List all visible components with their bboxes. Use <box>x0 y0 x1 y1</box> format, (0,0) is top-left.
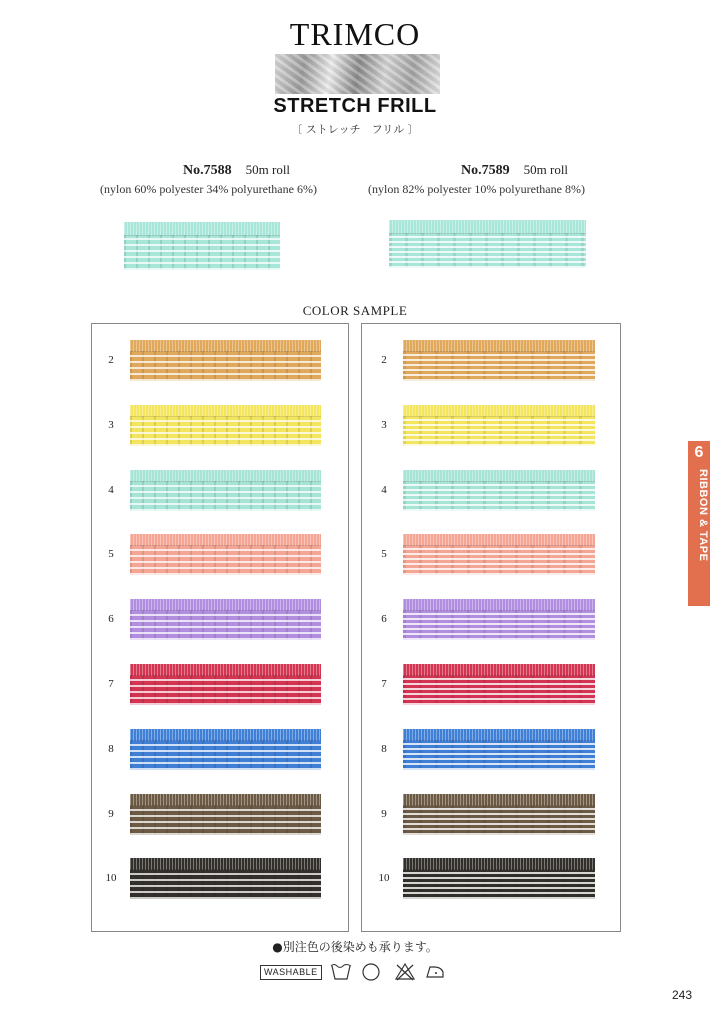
product-swatch-7589 <box>389 220 586 268</box>
product-number: No.7588 <box>183 163 232 178</box>
banner-image <box>275 54 440 94</box>
color-number: 10 <box>105 872 117 884</box>
product-7589-title <box>461 162 568 179</box>
color-number: 5 <box>381 548 387 560</box>
color-swatch <box>403 858 595 899</box>
iron-icon <box>424 962 446 982</box>
color-number: 6 <box>381 613 387 625</box>
color-number: 2 <box>381 354 387 366</box>
color-swatch <box>130 664 321 705</box>
color-number: 5 <box>108 548 114 560</box>
color-number: 9 <box>381 808 387 820</box>
color-swatch <box>130 470 321 511</box>
color-swatch <box>130 534 321 575</box>
color-swatch <box>403 664 595 705</box>
color-swatch <box>403 794 595 835</box>
color-number: 10 <box>378 872 390 884</box>
dry-clean-icon <box>360 962 382 982</box>
tab-number: 6 <box>694 444 704 461</box>
color-swatch <box>130 729 321 770</box>
brand-logo: TRIMCO <box>289 16 421 52</box>
no-bleach-icon <box>394 962 416 982</box>
color-swatch <box>130 599 321 640</box>
color-number: 8 <box>381 743 387 755</box>
color-number: 8 <box>108 743 114 755</box>
section-tab <box>688 441 710 606</box>
product-name-jp: 〔 ストレッチ フリル 〕 <box>291 123 419 136</box>
color-number: 2 <box>108 354 114 366</box>
product-swatch-7588 <box>124 222 280 270</box>
product-roll: 50m roll <box>523 162 569 177</box>
product-name: STRETCH FRILL <box>273 95 437 117</box>
color-swatch <box>130 405 321 446</box>
product-number: No.7589 <box>461 163 510 178</box>
color-number: 9 <box>108 808 114 820</box>
color-swatch <box>130 340 321 381</box>
product-composition: (nylon 82% polyester 10% polyurethane 8%) <box>368 182 585 196</box>
color-number: 6 <box>108 613 114 625</box>
color-swatch <box>130 794 321 835</box>
color-number: 3 <box>381 419 387 431</box>
custom-dye-note: ●別注色の後染めも承ります。 <box>272 940 438 954</box>
color-number: 3 <box>108 419 114 431</box>
color-number: 4 <box>381 484 387 496</box>
color-swatch <box>403 534 595 575</box>
product-roll: 50m roll <box>245 162 291 177</box>
color-number: 4 <box>108 484 114 496</box>
tab-label: RIBBON & TAPE <box>697 469 709 562</box>
washable-badge: WASHABLE <box>260 965 322 980</box>
wash-tub-icon <box>330 962 352 982</box>
color-sample-title: COLOR SAMPLE <box>302 303 408 318</box>
color-number: 7 <box>381 678 387 690</box>
color-number: 7 <box>108 678 114 690</box>
color-swatch <box>130 858 321 899</box>
color-swatch <box>403 340 595 381</box>
product-composition: (nylon 60% polyester 34% polyurethane 6%) <box>100 182 317 196</box>
color-swatch <box>403 470 595 511</box>
page-number: 243 <box>672 988 693 1002</box>
color-swatch <box>403 405 595 446</box>
color-swatch <box>403 599 595 640</box>
product-7588-title <box>183 162 290 179</box>
color-swatch <box>403 729 595 770</box>
